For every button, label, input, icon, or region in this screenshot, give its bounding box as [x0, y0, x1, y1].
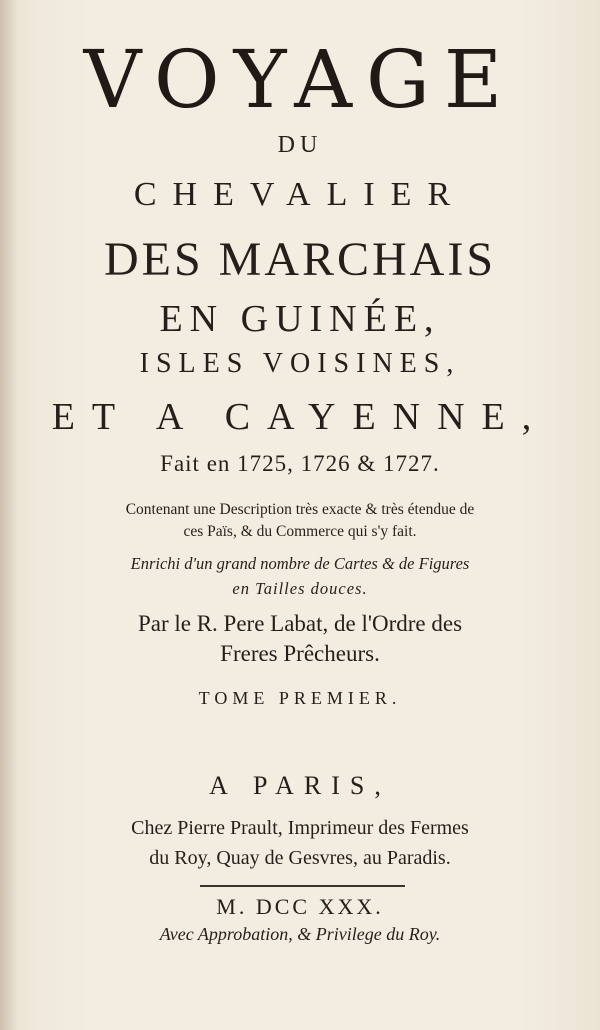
- divider-rule: [200, 885, 405, 887]
- author-line-2: Freres Prêcheurs.: [220, 641, 380, 666]
- enrichi-line-2: en Tailles douces.: [232, 579, 368, 598]
- title-isles: ISLES VOISINES,: [139, 348, 461, 379]
- title-chevalier: CHEVALIER: [133, 176, 467, 213]
- privilege-line: Avec Approbation, & Privilege du Roy.: [159, 924, 441, 944]
- author-line-1: Par le R. Pere Labat, de l'Ordre des: [137, 611, 463, 636]
- publisher-line-1: Chez Pierre Prault, Imprimeur des Fermes: [131, 817, 469, 839]
- publisher-line-2: du Roy, Quay de Gesvres, au Paradis.: [149, 847, 451, 869]
- description-line-2: ces Païs, & du Commerce qui s'y fait.: [183, 523, 417, 540]
- title-guinee: EN GUINÉE,: [159, 298, 441, 340]
- dates-line: Fait en 1725, 1726 & 1727.: [160, 451, 440, 476]
- main-title: VOYAGE: [83, 33, 517, 126]
- title-du: DU: [277, 132, 323, 158]
- enrichi-line-1: Enrichi d'un grand nombre de Cartes & de Figures: [130, 554, 470, 573]
- title-marchais: DES MARCHAIS: [103, 233, 497, 286]
- title-cayenne: ET A CAYENNE,: [51, 396, 549, 438]
- volume-label: TOME PREMIER.: [198, 688, 402, 708]
- imprint-city: A PARIS,: [209, 771, 391, 800]
- description-line-1: Contenant une Description très exacte & très étendue de: [125, 501, 475, 518]
- imprint-date: M. DCC XXX.: [216, 894, 384, 919]
